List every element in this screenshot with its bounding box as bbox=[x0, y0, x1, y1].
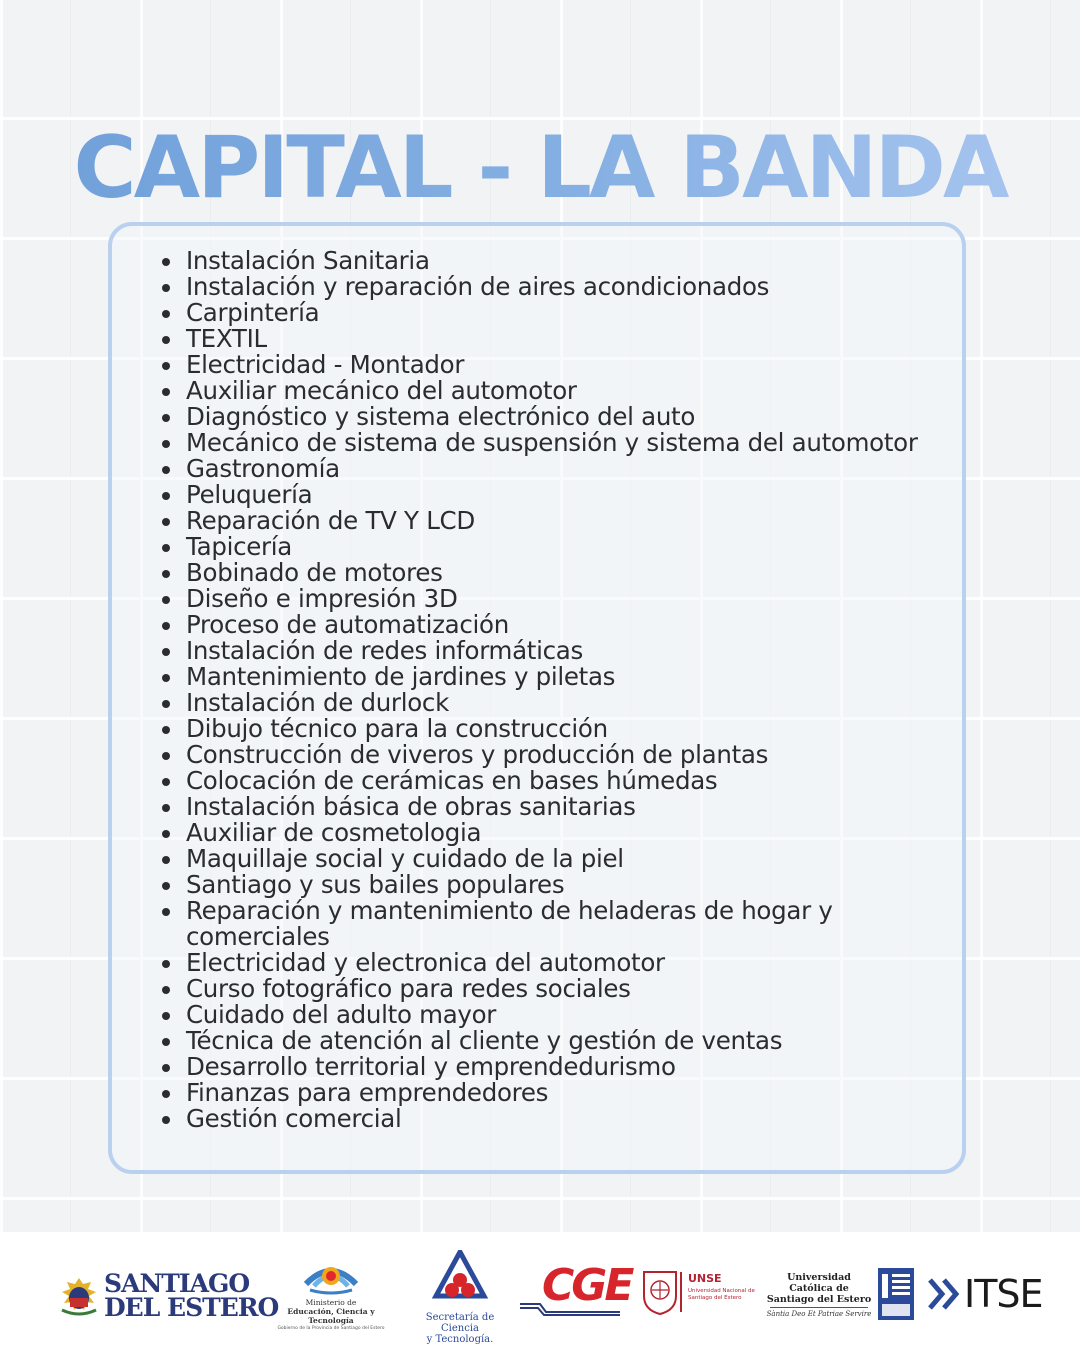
ministerio-prefix: Ministerio de bbox=[305, 1298, 357, 1307]
secretaria-line-1: Secretaría de Ciencia bbox=[425, 1312, 495, 1334]
course-item: Santiago y sus bailes populares bbox=[186, 872, 946, 898]
course-item: Gastronomía bbox=[186, 456, 946, 482]
itse-chevron-icon bbox=[928, 1278, 964, 1310]
ministerio-subtitle: Gobierno de la Provincia de Santiago del Estero bbox=[277, 1326, 385, 1331]
course-item: Curso fotográfico para redes sociales bbox=[186, 976, 946, 1002]
course-item: Reparación y mantenimiento de heladeras de hogar y comerciales bbox=[186, 898, 946, 950]
course-item: TEXTIL bbox=[186, 326, 946, 352]
course-item: Electricidad - Montador bbox=[186, 352, 946, 378]
course-item: Instalación Sanitaria bbox=[186, 248, 946, 274]
course-item: Auxiliar mecánico del automotor bbox=[186, 378, 946, 404]
course-item: Finanzas para emprendedores bbox=[186, 1080, 946, 1106]
course-item: Cuidado del adulto mayor bbox=[186, 1002, 946, 1028]
cge-logo bbox=[520, 1260, 632, 1320]
itse-logo bbox=[928, 1272, 1043, 1316]
course-item: Instalación de redes informáticas bbox=[186, 638, 946, 664]
ucse-rule bbox=[770, 1307, 868, 1308]
secretaria-emblem-icon bbox=[432, 1250, 488, 1306]
unse-divider bbox=[680, 1272, 682, 1312]
ucse-motto: Sàntia Deo Et Patriae Servire bbox=[766, 1310, 872, 1318]
unse-logo bbox=[640, 1268, 755, 1320]
course-item: Gestión comercial bbox=[186, 1106, 946, 1132]
ministerio-emblem-icon bbox=[300, 1254, 362, 1296]
cge-wordmark: CGE bbox=[542, 1260, 632, 1311]
course-item: Auxiliar de cosmetologia bbox=[186, 820, 946, 846]
sponsor-footer bbox=[0, 1232, 1080, 1350]
course-item: Peluquería bbox=[186, 482, 946, 508]
ucse-mark-icon bbox=[878, 1268, 914, 1320]
course-item: Colocación de cerámicas en bases húmedas bbox=[186, 768, 946, 794]
course-item: Proceso de automatización bbox=[186, 612, 946, 638]
course-item: Construcción de viveros y producción de plantas bbox=[186, 742, 946, 768]
course-item: Dibujo técnico para la construcción bbox=[186, 716, 946, 742]
secretaria-ciencia-logo bbox=[410, 1250, 510, 1345]
santiago-del-estero-wordmark: SANTIAGO DEL ESTERO bbox=[104, 1269, 279, 1322]
course-item: Instalación y reparación de aires acondicionados bbox=[186, 274, 946, 300]
course-item: Carpintería bbox=[186, 300, 946, 326]
course-item: Electricidad y electronica del automotor bbox=[186, 950, 946, 976]
ucse-name: Universidad Católica de Santiago del Estero bbox=[766, 1272, 872, 1305]
unse-subtitle: Universidad Nacional de Santiago del Estero bbox=[688, 1288, 755, 1301]
course-item: Instalación de durlock bbox=[186, 690, 946, 716]
itse-wordmark: ITSE bbox=[964, 1272, 1043, 1316]
course-item: Bobinado de motores bbox=[186, 560, 946, 586]
coat-of-arms-icon bbox=[58, 1276, 100, 1316]
course-list bbox=[112, 248, 946, 1132]
course-item: Tapicería bbox=[186, 534, 946, 560]
ucse-logo bbox=[766, 1272, 872, 1316]
course-item: Maquillaje social y cuidado de la piel bbox=[186, 846, 946, 872]
course-item: Instalación básica de obras sanitarias bbox=[186, 794, 946, 820]
course-item: Diagnóstico y sistema electrónico del auto bbox=[186, 404, 946, 430]
course-item: Desarrollo territorial y emprendedurismo bbox=[186, 1054, 946, 1080]
course-item: Mantenimiento de jardines y piletas bbox=[186, 664, 946, 690]
unse-wordmark: UNSE bbox=[688, 1272, 722, 1285]
course-card bbox=[108, 222, 966, 1174]
ministerio-title: Educación, Ciencia y Tecnología bbox=[287, 1307, 375, 1325]
course-item: Técnica de atención al cliente y gestión de ventas bbox=[186, 1028, 946, 1054]
santiago-del-estero-logo bbox=[58, 1269, 279, 1322]
secretaria-line-2: y Tecnología. bbox=[426, 1334, 494, 1345]
course-item: Reparación de TV Y LCD bbox=[186, 508, 946, 534]
secretaria-name bbox=[410, 1312, 510, 1345]
ministerio-name bbox=[268, 1298, 394, 1325]
ministerio-logo bbox=[268, 1254, 394, 1334]
page-title: CAPITAL - LA BANDA bbox=[0, 118, 1080, 218]
course-item: Mecánico de sistema de suspensión y sistema del automotor bbox=[186, 430, 946, 456]
course-item: Diseño e impresión 3D bbox=[186, 586, 946, 612]
unse-seal-icon bbox=[640, 1268, 680, 1316]
